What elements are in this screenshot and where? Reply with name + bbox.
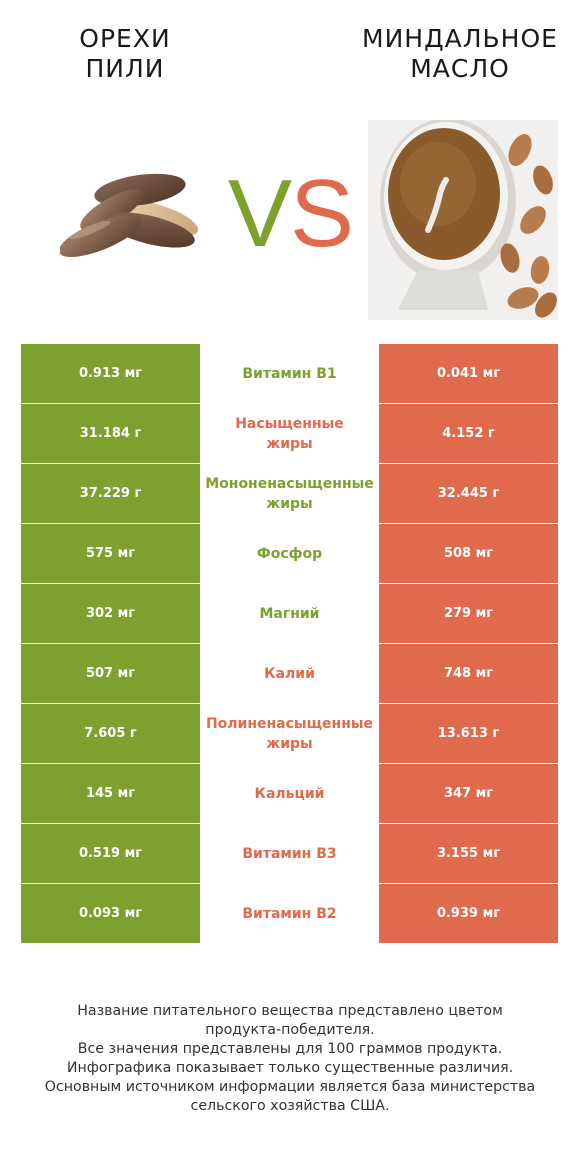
vs-v: V <box>227 160 290 267</box>
nutrient-name: Витамин B2 <box>242 905 337 922</box>
left-value: 0.913 мг <box>21 344 200 403</box>
nutrient-name-cell <box>200 584 379 643</box>
table-row <box>21 524 558 583</box>
left-value: 0.093 мг <box>21 884 200 943</box>
left-value: 31.184 г <box>21 404 200 463</box>
left-product-title: ОРЕХИ ПИЛИ <box>79 24 171 83</box>
right-value: 279 мг <box>379 584 558 643</box>
nutrient-name: Насыщенные жиры <box>235 415 344 452</box>
nutrient-name: Магний <box>259 605 320 622</box>
table-row <box>21 344 558 403</box>
table-row <box>21 644 558 703</box>
left-value: 507 мг <box>21 644 200 703</box>
nutrient-name-cell <box>200 824 379 883</box>
nutrient-name-cell <box>200 644 379 703</box>
nutrient-name: Мононенасыщенные жиры <box>205 475 374 512</box>
pili-nuts-image <box>60 160 220 270</box>
table-row <box>21 704 558 763</box>
nutrient-name: Полиненасыщенные жиры <box>205 715 374 752</box>
table-row <box>21 884 558 943</box>
left-value: 0.519 мг <box>21 824 200 883</box>
nutrient-name: Кальций <box>254 785 325 802</box>
nutrient-name-cell <box>200 464 379 523</box>
left-value: 37.229 г <box>21 464 200 523</box>
table-row <box>21 584 558 643</box>
left-value: 7.605 г <box>21 704 200 763</box>
left-value: 145 мг <box>21 764 200 823</box>
nutrient-name-cell <box>200 344 379 403</box>
footer-note: Название питательного вещества представлено цветом продукта-победителя. Все значения представлены для 100 граммов продукта. Инфографика показывает только существенные различия. Основным источником информации является база министерства сельского хозяйства США. <box>44 1003 536 1114</box>
left-value: 302 мг <box>21 584 200 643</box>
nutrient-name: Витамин B1 <box>242 365 337 382</box>
nutrient-name-cell <box>200 884 379 943</box>
right-value: 748 мг <box>379 644 558 703</box>
comparison-table <box>21 344 558 944</box>
table-row <box>21 764 558 823</box>
right-value: 347 мг <box>379 764 558 823</box>
right-value: 3.155 мг <box>379 824 558 883</box>
vs-label <box>222 160 358 267</box>
nutrient-name: Калий <box>264 665 315 682</box>
nutrient-name: Фосфор <box>256 545 323 562</box>
right-value: 0.041 мг <box>379 344 558 403</box>
nutrient-name-cell <box>200 524 379 583</box>
right-value: 0.939 мг <box>379 884 558 943</box>
right-product-title: МИНДАЛЬНОЕ МАСЛО <box>362 24 558 83</box>
table-row <box>21 404 558 463</box>
almond-butter-image <box>368 120 558 320</box>
left-value: 575 мг <box>21 524 200 583</box>
table-row <box>21 824 558 883</box>
nutrient-name-cell <box>200 764 379 823</box>
right-value: 508 мг <box>379 524 558 583</box>
table-row <box>21 464 558 523</box>
nutrient-name: Витамин B3 <box>242 845 337 862</box>
nutrient-name-cell <box>200 704 379 763</box>
right-value: 13.613 г <box>379 704 558 763</box>
nutrient-name-cell <box>200 404 379 463</box>
vs-s: S <box>290 160 353 267</box>
right-value: 4.152 г <box>379 404 558 463</box>
right-value: 32.445 г <box>379 464 558 523</box>
